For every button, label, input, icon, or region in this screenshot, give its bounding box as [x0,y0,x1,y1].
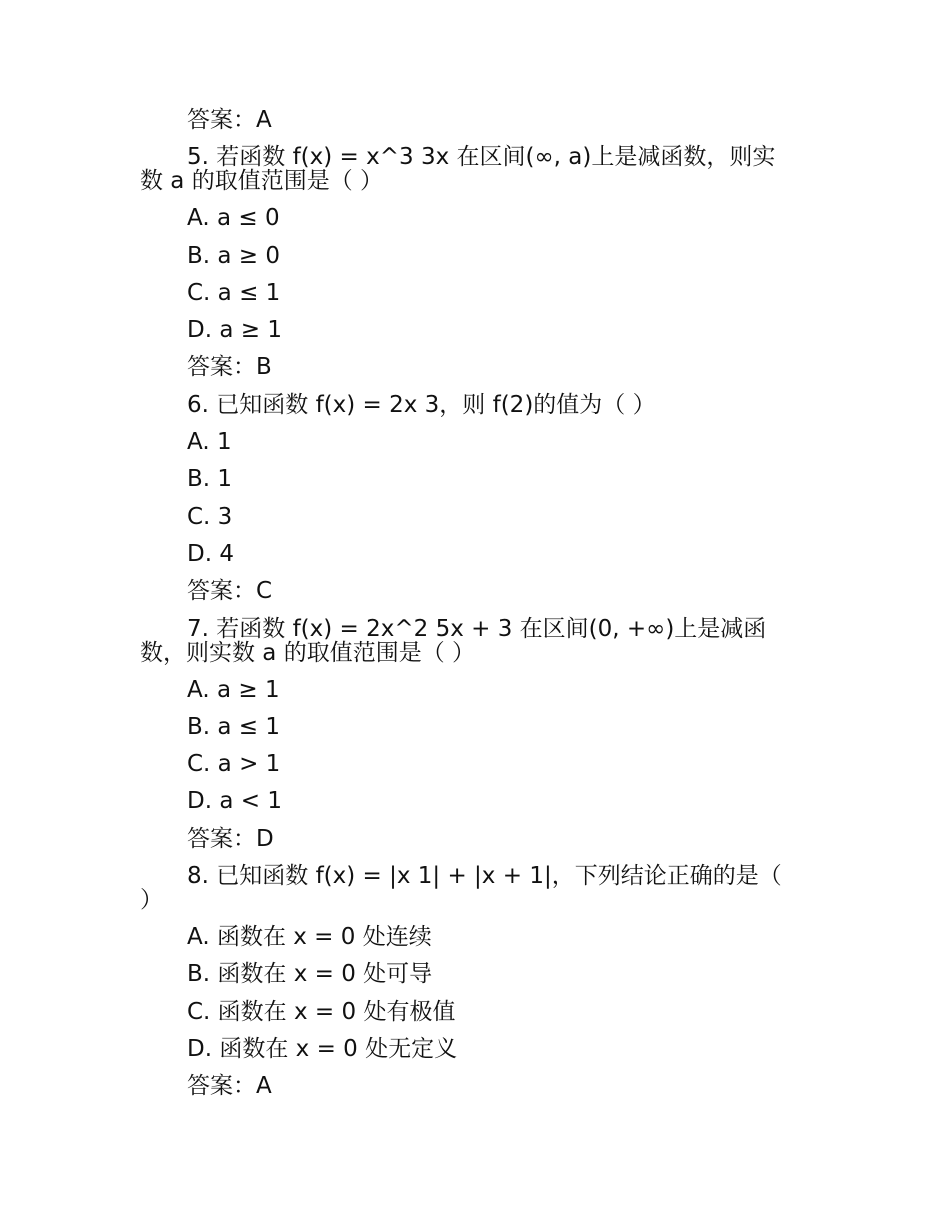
option-q7-a: A. a ≥ 1 [187,676,280,703]
option-q7-d: D. a < 1 [187,788,282,815]
answer-q4: 答案：A [187,107,272,133]
option-q8-d: D. 函数在 x = 0 处无定义 [187,1035,458,1062]
option-q5-c: C. a ≤ 1 [187,279,281,306]
question-5-line-2: 数 a 的取值范围是（ ） [140,168,384,195]
question-6: 6. 已知函数 f(x) = 2x 3，则 f(2)的值为（ ） [187,391,656,418]
question-5-line-1: 5. 若函数 f(x) = x^3 3x 在区间(∞, a)上是减函数，则实 [187,144,776,171]
option-q7-c: C. a > 1 [187,751,281,778]
question-list [140,102,810,1106]
option-q8-b: B. 函数在 x = 0 处可导 [187,961,433,988]
option-q8-c: C. 函数在 x = 0 处有极值 [187,998,456,1025]
question-8-line-2: ） [140,887,163,914]
option-q7-b: B. a ≤ 1 [187,713,281,740]
option-q6-b: B. 1 [187,466,233,493]
answer-q7: 答案：D [187,825,274,852]
answer-q6: 答案：C [187,578,273,605]
option-q5-d: D. a ≥ 1 [187,317,282,344]
answer-q8: 答案：A [187,1073,272,1100]
question-7 [140,611,810,672]
question-7-line-2: 数，则实数 a 的取值范围是（ ） [140,639,476,666]
question-7-line-1: 7. 若函数 f(x) = 2x^2 5x + 3 在区间(0, +∞)上是减函 [187,615,767,642]
option-q6-c: C. 3 [187,503,233,530]
option-q5-b: B. a ≥ 0 [187,242,281,269]
option-q6-a: A. 1 [187,429,232,456]
option-q6-d: D. 4 [187,540,234,567]
question-8 [140,858,810,919]
option-q8-a: A. 函数在 x = 0 处连续 [187,924,432,951]
question-5 [140,139,810,200]
option-q5-a: A. a ≤ 0 [187,205,280,232]
answer-q5: 答案：B [187,354,272,381]
question-8-line-1: 8. 已知函数 f(x) = |x 1| + |x + 1|，下列结论正确的是（ [187,863,782,890]
